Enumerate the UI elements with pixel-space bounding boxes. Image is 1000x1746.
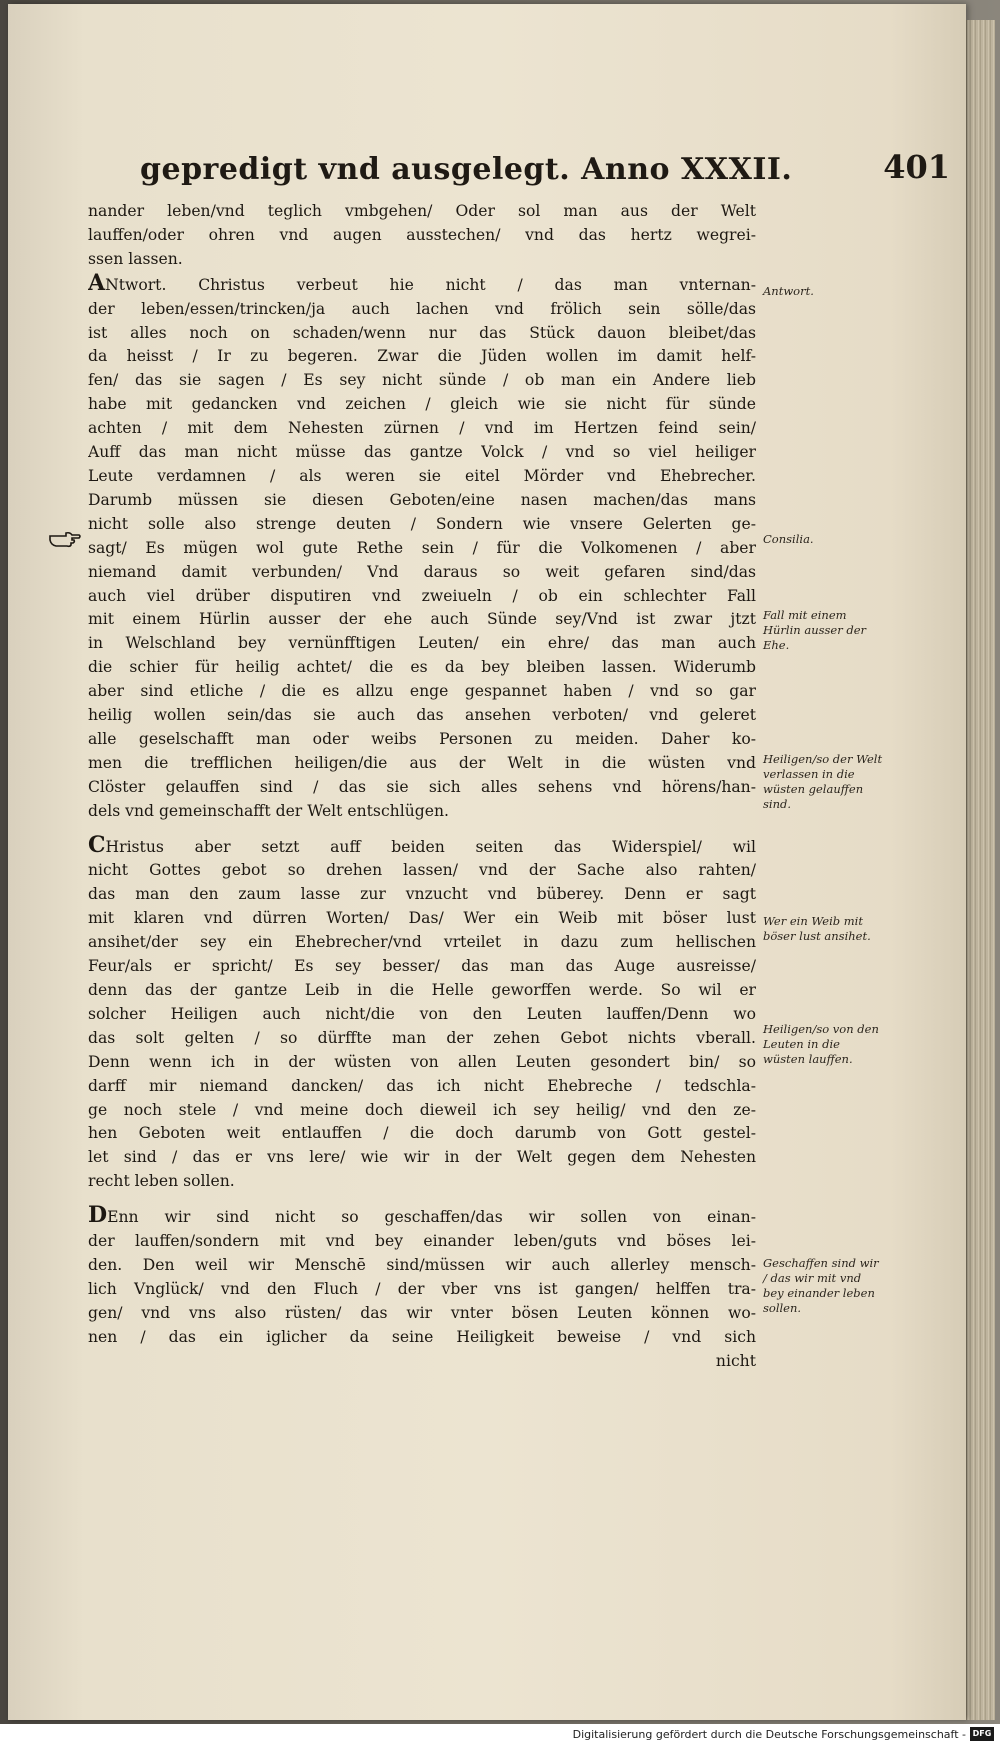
text-line bbox=[88, 834, 756, 860]
text-line: die schier für heilig achtet/ die es da bey bleiben lassen. Widerumb bbox=[88, 658, 756, 677]
text-line: darff mir niemand dancken/ das ich nicht Ehebreche / tedschla- bbox=[88, 1076, 756, 1095]
text-line: recht leben sollen. bbox=[88, 1172, 235, 1191]
text-line: nander leben/vnd teglich vmbgehen/ Oder sol man aus der Welt bbox=[88, 202, 756, 220]
text-line: dels vnd gemeinschafft der Welt entschlügen. bbox=[88, 801, 449, 820]
text-line: solcher Heiligen auch nicht/die von den Leuten lauffen/Denn wo bbox=[88, 1004, 756, 1023]
running-head: gepredigt vnd ausgelegt. Anno XXXII. bbox=[140, 152, 793, 187]
text-line: hen Geboten weit entlauffen / die doch darumb von Gott gestel- bbox=[88, 1124, 756, 1143]
initial-letter: D bbox=[88, 1204, 108, 1229]
initial-letter: A bbox=[88, 271, 106, 296]
text-line: habe mit gedancken vnd zeichen / gleich wie sie nicht für sünde bbox=[88, 395, 756, 414]
text-line: das solt gelten / so dürffte man der zehen Gebot nichts vberall. bbox=[88, 1028, 756, 1047]
paragraph-4 bbox=[88, 1204, 756, 1373]
text-line: der leben/essen/trincken/ja auch lachen vnd frölich sein sölle/das bbox=[88, 299, 756, 318]
text-line-rest: Enn wir sind nicht so geschaffen/das wir sollen von einan- bbox=[107, 1208, 756, 1227]
main-text-block bbox=[88, 200, 756, 1374]
text-line: da heisst / Ir zu begeren. Zwar die Jüden wollen im damit helf- bbox=[88, 347, 756, 366]
text-line: ist alles noch on schaden/wenn nur das Stück dauon bleibet/das bbox=[88, 323, 756, 342]
text-line: auch viel drüber disputiren vnd zweiueln / ob ein schlechter Fall bbox=[88, 586, 756, 605]
text-line: ssen lassen. bbox=[88, 249, 183, 268]
text-line: ansihet/der sey ein Ehebrecher/vnd vrteilet in dazu zum hellischen bbox=[88, 933, 756, 952]
text-line: den. Den weil wir Menschē sind/müssen wir auch allerley mensch- bbox=[88, 1255, 756, 1274]
margin-note-fall: Fall mit einem Hürlin ausser der Ehe. bbox=[763, 608, 867, 652]
text-line: Feur/als er spricht/ Es sey besser/ das man das Auge ausreisse/ bbox=[88, 957, 756, 976]
paragraph-3 bbox=[88, 834, 756, 1195]
text-line: nicht Gottes gebot so drehen lassen/ vnd der Sache also rahten/ bbox=[88, 861, 756, 880]
margin-note-weib: Wer ein Weib mit böser lust ansihet. bbox=[763, 914, 871, 943]
text-line: ge noch stele / vnd meine doch dieweil ich sey heilig/ vnd den ze- bbox=[88, 1100, 756, 1119]
text-line: Denn wenn ich in der wüsten von allen Leuten gesondert bin/ so bbox=[88, 1052, 756, 1071]
paragraph-1 bbox=[88, 200, 756, 272]
text-line: fen/ das sie sagen / Es sey nicht sünde / ob man ein Andere lieb bbox=[88, 371, 756, 390]
margin-note-heiligen-welt: Heiligen/so der Welt verlassen in die wüsten gelauffen sind. bbox=[763, 752, 883, 811]
text-line: achten / mit dem Nehesten zürnen / vnd im Hertzen feind sein/ bbox=[88, 419, 756, 438]
text-line: nicht solle also strenge deuten / Sondern wie vnsere Gelerten ge- bbox=[88, 514, 756, 533]
margin-note-consilia: Consilia. bbox=[763, 532, 814, 546]
text-line-rest: Ntwort. Christus verbeut hie nicht / das man vnternan- bbox=[105, 275, 756, 294]
text-line: let sind / das er vns lere/ wie wir in der Welt gegen dem Nehesten bbox=[88, 1148, 756, 1167]
text-line: Darumb müssen sie diesen Geboten/eine nasen machen/das mans bbox=[88, 490, 756, 509]
dfg-logo: DFG bbox=[970, 1727, 994, 1741]
text-line-rest: Hristus aber setzt auff beiden seiten das Widerspiel/ wil bbox=[105, 837, 756, 856]
text-line: Auff das man nicht müsse das gantze Volck / vnd so viel heiliger bbox=[88, 443, 756, 462]
margin-note-antwort: Antwort. bbox=[763, 284, 814, 298]
margin-note-geschaffen: Geschaffen sind wir / das wir mit vnd bey einander leben sollen. bbox=[763, 1256, 879, 1315]
text-line: men die trefflichen heiligen/die aus der Welt in die wüsten vnd bbox=[88, 753, 756, 772]
paragraph-2 bbox=[88, 272, 756, 824]
text-line: sagt/ Es mügen wol gute Rethe sein / für die Volkomenen / aber bbox=[88, 538, 756, 557]
text-line bbox=[88, 1204, 756, 1230]
text-line: nen / das ein iglicher da seine Heiligkeit beweise / vnd sich bbox=[88, 1327, 756, 1346]
text-line: aber sind etliche / die es allzu enge gespannet haben / vnd so gar bbox=[88, 682, 756, 701]
catchword: nicht bbox=[715, 1351, 756, 1370]
text-line: denn das der gantze Leib in die Helle geworffen werde. So wil er bbox=[88, 981, 756, 999]
text-line: alle geselschafft man oder weibs Personen zu meiden. Daher ko- bbox=[88, 729, 756, 748]
initial-letter: C bbox=[88, 833, 106, 858]
text-line: das man den zaum lasse zur vnzucht vnd büberey. Denn er sagt bbox=[88, 885, 756, 904]
text-line bbox=[88, 272, 756, 298]
text-line: mit klaren vnd dürren Worten/ Das/ Wer ein Weib mit böser lust bbox=[88, 909, 756, 928]
margin-note-heiligen-leuten: Heiligen/so von den Leuten in die wüsten lauffen. bbox=[763, 1022, 879, 1066]
pointing-hand-icon bbox=[48, 528, 82, 548]
text-line: gen/ vnd vns also rüsten/ das wir vnter bösen Leuten können wo- bbox=[88, 1303, 756, 1322]
text-line: der lauffen/sondern mit vnd bey einander leben/guts vnd böses lei- bbox=[88, 1232, 756, 1251]
text-line: mit einem Hürlin ausser der ehe auch Sünde sey/Vnd ist zwar jtzt bbox=[88, 610, 756, 629]
footer-credit: Digitalisierung gefördert durch die Deutsche Forschungsgemeinschaft - bbox=[572, 1728, 966, 1741]
text-line: lauffen/oder ohren vnd augen ausstechen/ vnd das hertz wegrei- bbox=[88, 225, 756, 244]
text-line: in Welschland bey vernünfftigen Leuten/ ein ehre/ das man auch bbox=[88, 634, 756, 653]
page-header bbox=[140, 148, 950, 196]
text-line: Clöster gelauffen sind / das sie sich alles sehens vnd hörens/han- bbox=[88, 777, 756, 796]
page-edges bbox=[966, 20, 995, 1720]
text-line: heilig wollen sein/das sie auch das ansehen verboten/ vnd geleret bbox=[88, 706, 756, 725]
folio-number: 401 bbox=[883, 148, 950, 186]
text-line: Leute verdamnen / als weren sie eitel Mörder vnd Ehebrecher. bbox=[88, 466, 756, 485]
text-line: lich Vnglück/ vnd den Fluch / der vber vns ist gangen/ helffen tra- bbox=[88, 1279, 756, 1298]
text-line: niemand damit verbunden/ Vnd daraus so weit gefaren sind/das bbox=[88, 562, 756, 581]
